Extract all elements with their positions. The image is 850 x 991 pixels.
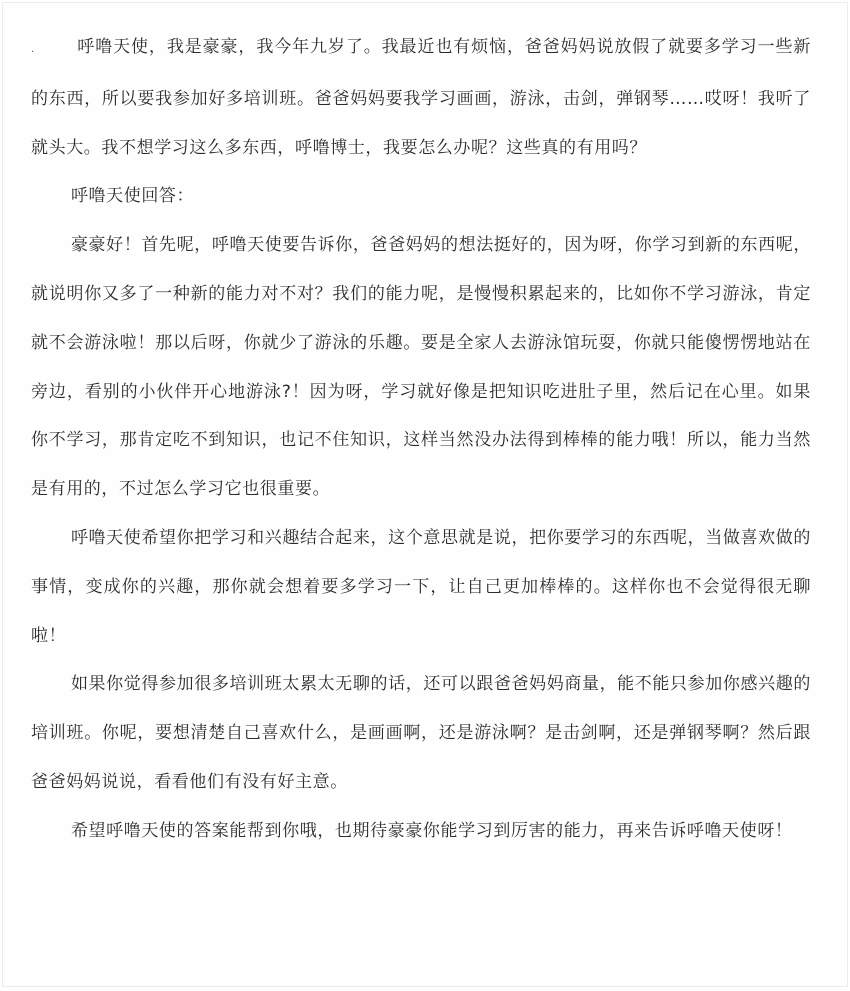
question-text: 呼噜天使，我是豪豪，我今年九岁了。我最近也有烦恼，爸爸妈妈说放假了就要多学习一些新的东西，所以要我参加好多培训班。爸爸妈妈要我学习画画，游泳，击剑，弹钢琴……哎呀！我听了就头大。我不想学习这么多东西，呼噜博士，我要怎么办呢？这些真的有用吗？ (31, 37, 811, 158)
answer-paragraph-1: 豪豪好！首先呢，呼噜天使要告诉你，爸爸妈妈的想法挺好的，因为呀，你学习到新的东西呢，就说明你又多了一种新的能力对不对？我们的能力呢，是慢慢积累起来的，比如你不学习游泳，肯定就不会游泳啦！那以后呀，你就少了游泳的乐趣。要是全家人去游泳馆玩耍，你就只能傻愣愣地站在旁边，看别的小伙伴开心地游泳?！因为呀，学习就好像是把知识吃进肚子里，然后记在心里。如果你不学习，那肯定吃不到知识，也记不住知识，这样当然没办法得到棒棒的能力哦！所以，能力当然是有用的，不过怎么学习它也很重要。 (31, 235, 811, 500)
answer-heading: 呼噜天使回答： (70, 186, 195, 207)
answer-paragraph-2: 呼噜天使希望你把学习和兴趣结合起来，这个意思就是说，把你要学习的东西呢，当做喜欢做的事情，变成你的兴趣，那你就会想着要多学习一下，让自己更加棒棒的。这样你也不会觉得很无聊啦！ (31, 527, 811, 646)
answer-paragraph-4: 希望呼噜天使的答案能帮到你哦，也期待豪豪你能学习到厉害的能力，再来告诉呼噜天使呀！ (70, 820, 793, 841)
leading-dot-mark: . (31, 44, 35, 55)
question-paragraph (31, 23, 811, 172)
article-page (2, 2, 848, 987)
answer-paragraph-3: 如果你觉得参加很多培训班太累太无聊的话，还可以跟爸爸妈妈商量，能不能只参加你感兴趣的培训班。你呢，要想清楚自己喜欢什么，是画画啊，还是游泳啊？是击剑啊，还是弹钢琴啊？然后跟爸爸妈妈说说，看看他们有没有好主意。 (31, 674, 811, 792)
